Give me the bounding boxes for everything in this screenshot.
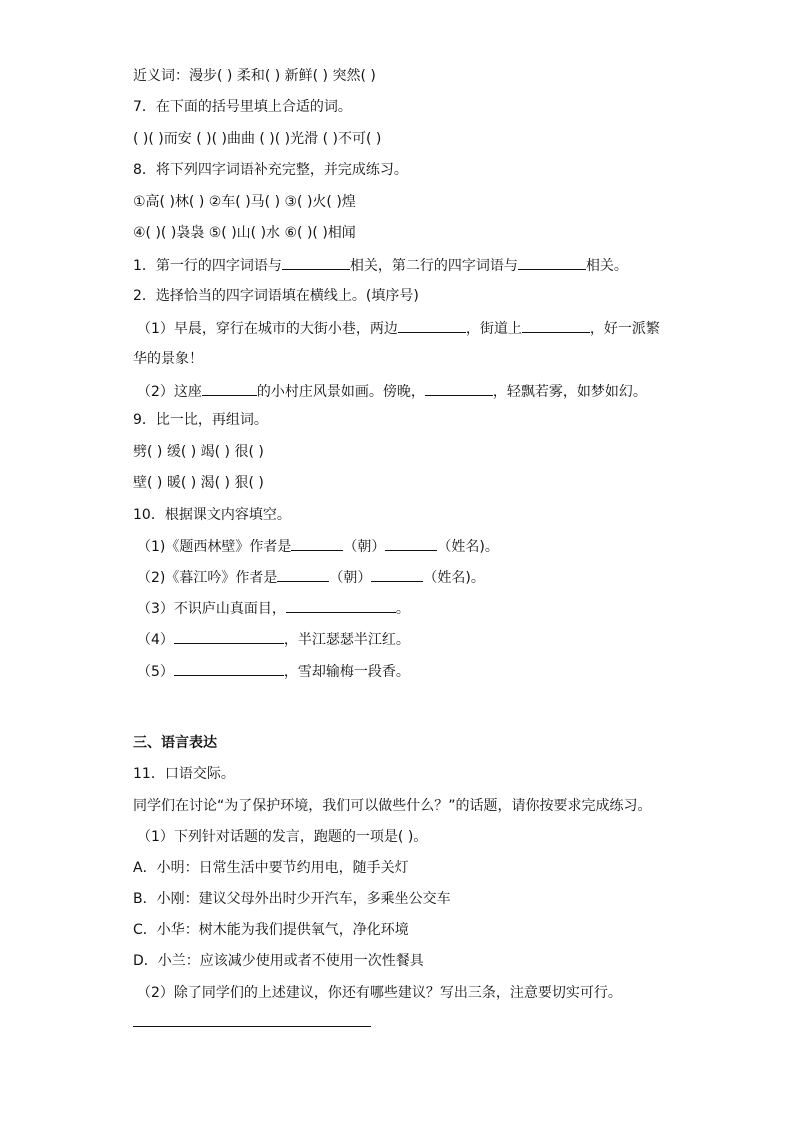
synonym-question: 近义词：漫步( ) 柔和( ) 新鲜( ) 突然( ) <box>133 68 376 84</box>
item-2-text-b: 的小村庄风景如画。傍晚， <box>256 384 425 400</box>
question-8-sub-2: 2．选择恰当的四字词语填在横线上。(填序号) <box>133 288 419 304</box>
idiom-row-2: ④( )( )袅袅 ⑤( )山( )水 ⑥( )( )相闻 <box>133 225 356 241</box>
question-10-title: 10．根据课文内容填空。 <box>133 507 291 523</box>
blank-line <box>174 629 284 644</box>
item-1-text-a: （1）早晨，穿行在城市的大街小巷，两边 <box>137 321 398 337</box>
sub-1-text-b: 相关，第二行的四字词语与 <box>349 258 518 274</box>
blank-line <box>398 318 466 333</box>
blank-line <box>518 255 586 270</box>
blank-line <box>371 567 423 582</box>
q10-5-text-b: ，雪却输梅一段香。 <box>283 664 410 680</box>
question-7-blanks: ( )( )而安 ( )( )曲曲 ( )( )光滑 ( )不可( ) <box>133 131 382 147</box>
item-1-text-c: ，好一派繁 <box>589 321 660 337</box>
q10-4-text-a: （4） <box>137 632 174 648</box>
blank-line <box>282 255 350 270</box>
item-1-text-b: ，街道上 <box>465 321 522 337</box>
blank-line <box>522 318 590 333</box>
q10-2-text-c: （姓名)。 <box>423 570 485 586</box>
question-8-sub-1 <box>133 255 628 275</box>
blank-line <box>277 567 329 582</box>
question-11-sub-1: （1）下列针对话题的发言，跑题的一项是( )。 <box>137 829 428 845</box>
q10-1-text-b: （朝） <box>343 539 386 555</box>
q10-3-text-a: （3）不识庐山真面目， <box>137 601 286 617</box>
item-2-text-a: （2）这座 <box>137 384 202 400</box>
q10-3-text-b: 。 <box>395 601 410 617</box>
section-3-heading: 三、语言表达 <box>133 735 217 751</box>
q10-2-text-a: （2)《暮江吟》作者是 <box>137 570 278 586</box>
question-11-prompt: 同学们在讨论“为了保护环境，我们可以做些什么？”的话题，请你按要求完成练习。 <box>133 798 652 814</box>
option-a: A．小明：日常生活中要节约用电，随手关灯 <box>133 860 409 876</box>
compare-row-2: 壁( ) 暖( ) 渴( ) 狠( ) <box>133 475 264 491</box>
question-10-item-1 <box>137 536 499 556</box>
question-10-item-4 <box>137 629 410 649</box>
option-b: B．小刚：建议父母外出时少开汽车，多乘坐公交车 <box>133 891 451 907</box>
question-9-title: 9．比一比，再组词。 <box>133 412 268 428</box>
sub-2-item-1 <box>137 318 660 338</box>
compare-row-1: 劈( ) 缓( ) 竭( ) 很( ) <box>133 444 264 460</box>
sub-2-item-2 <box>137 381 647 401</box>
option-d: D．小兰：应该减少使用或者不使用一次性餐具 <box>133 953 424 969</box>
answer-line[interactable] <box>133 1026 371 1027</box>
q10-5-text-a: （5） <box>137 664 174 680</box>
q10-2-text-b: （朝） <box>329 570 372 586</box>
question-11-title: 11．口语交际。 <box>133 766 235 782</box>
question-8-title: 8．将下列四字词语补充完整，并完成练习。 <box>133 162 408 178</box>
question-10-item-3 <box>137 598 410 618</box>
question-7-title: 7．在下面的括号里填上合适的词。 <box>133 99 352 115</box>
q10-1-text-c: （姓名)。 <box>437 539 499 555</box>
question-11-sub-2: （2）除了同学们的上述建议，你还有哪些建议？写出三条，注意要切实可行。 <box>137 985 622 1001</box>
sub-1-text-a: 1．第一行的四字词语与 <box>133 258 282 274</box>
sub-1-text-c: 相关。 <box>585 258 628 274</box>
q10-4-text-b: ，半江瑟瑟半江红。 <box>283 632 410 648</box>
blank-line <box>425 381 493 396</box>
question-10-item-2 <box>137 567 485 587</box>
option-c: C．小华：树木能为我们提供氧气，净化环境 <box>133 922 409 938</box>
blank-line <box>286 598 396 613</box>
blank-line <box>291 536 343 551</box>
blank-line <box>174 661 284 676</box>
sub-2-item-1-cont: 华的景象！ <box>133 351 203 367</box>
blank-line <box>202 381 257 396</box>
q10-1-text-a: （1)《题西林壁》作者是 <box>137 539 292 555</box>
blank-line <box>385 536 437 551</box>
question-10-item-5 <box>137 661 410 681</box>
item-2-text-c: ，轻飘若雾，如梦如幻。 <box>492 384 647 400</box>
idiom-row-1: ①高( )林( ) ②车( )马( ) ③( )火( )煌 <box>133 194 356 210</box>
